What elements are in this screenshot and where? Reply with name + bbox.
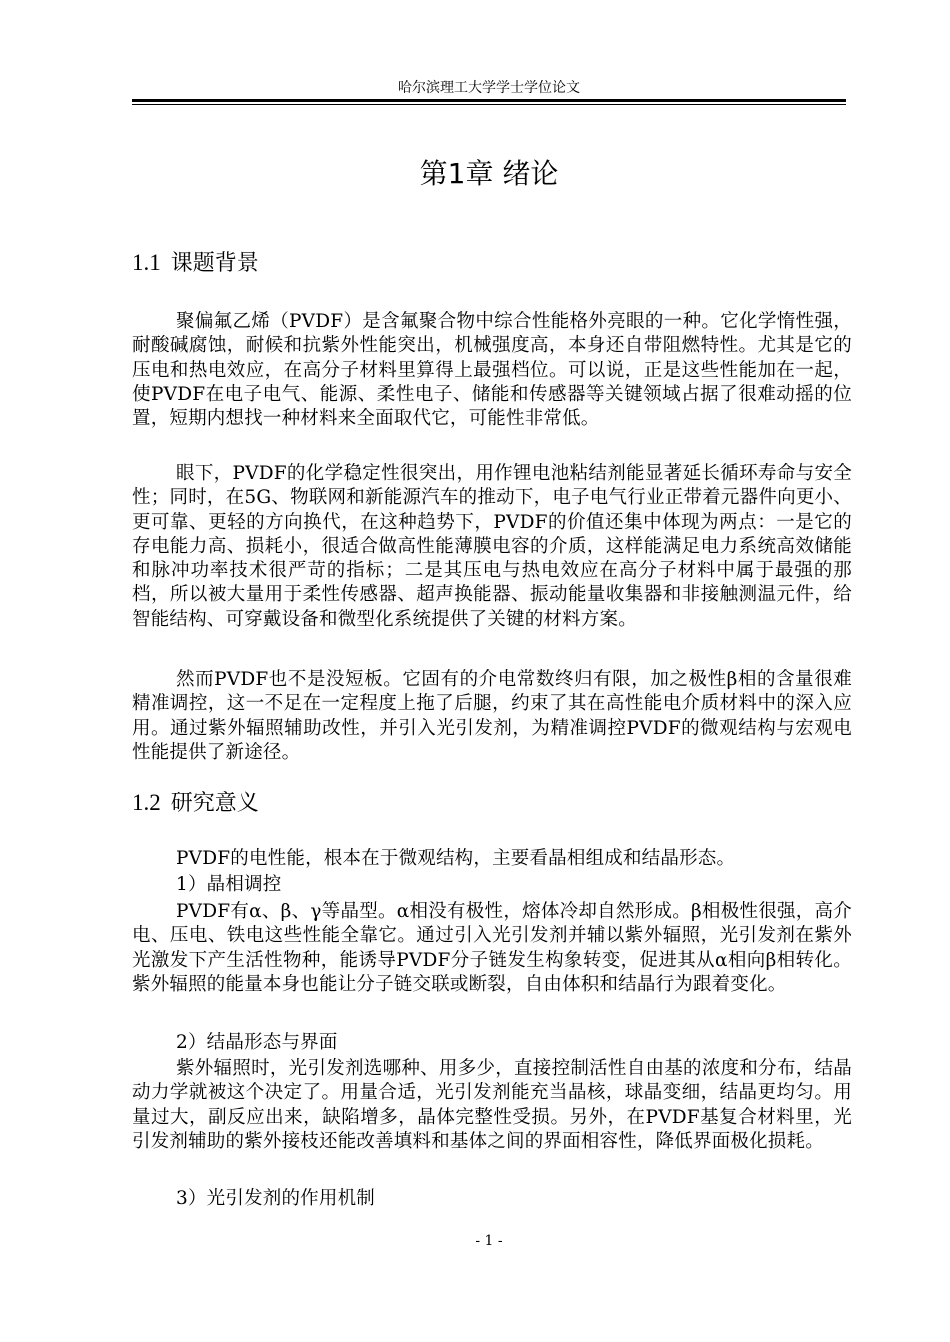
section-heading-1-2 (132, 788, 846, 819)
section-number: 1.1 (132, 250, 161, 275)
header-rule-thin (132, 104, 846, 105)
page-number: - 1 - (475, 1233, 503, 1249)
section-title: 课题背景 (170, 251, 259, 276)
chapter-title: 第1章 绪论 (419, 157, 559, 190)
paragraph: 紫外辐照时，光引发剂选哪种、用多少，直接控制活性自由基的浓度和分布，结晶动力学就被这个决定了。用量合适，光引发剂能充当晶核，球晶变细，结晶更均匀。用量过大，副反应出来，缺陷增多，晶体完整性受损。另外，在PVDF基复合材料里，光引发剂辅助的紫外接枝还能改善填料和基体之间的界面相容性，降低界面极化损耗。 (132, 1058, 852, 1152)
section-heading-1-1 (132, 248, 846, 279)
section-number: 1.2 (132, 790, 161, 815)
paragraph: PVDF的电性能，根本在于微观结构，主要看晶相组成和结晶形态。 (176, 848, 736, 869)
paragraph: 眼下，PVDF的化学稳定性很突出，用作锂电池粘结剂能显著延长循环寿命与安全性；同时，在5G、物联网和新能源汽车的推动下，电子电气行业正带着元器件向更小、更可靠、更轻的方向换代，在这种趋势下，PVDF的价值还集中体现为两点：一是它的存电能力高、损耗小，很适合做高性能薄膜电容的介质，这样能满足电力系统高效储能和脉冲功率技术很严苛的指标；二是其压电与热电效应在高分子材料中属于最强的那档，所以被大量用于柔性传感器、超声换能器、振动能量收集器和非接触测温元件，给智能结构、可穿戴设备和微型化系统提供了关键的材料方案。 (132, 463, 852, 630)
running-header: 哈尔滨理工大学学士学位论文 (398, 80, 580, 96)
paragraph: 聚偏氟乙烯（PVDF）是含氟聚合物中综合性能格外亮眼的一种。它化学惰性强，耐酸碱腐蚀，耐候和抗紫外性能突出，机械强度高，本身还自带阻燃特性。尤其是它的压电和热电效应，在高分子材料里算得上最强档位。可以说，正是这些性能加在一起，使PVDF在电子电气、能源、柔性电子、储能和传感器等关键领域占据了很难动摇的位置，短期内想找一种材料来全面取代它，可能性非常低。 (132, 311, 852, 430)
list-item-heading: 2）结晶形态与界面 (176, 1032, 338, 1053)
list-item-heading: 3）光引发剂的作用机制 (176, 1188, 375, 1209)
paragraph: 然而PVDF也不是没短板。它固有的介电常数终归有限，加之极性β相的含量很难精准调控，这一不足在一定程度上拖了后腿，约束了其在高性能电介质材料中的深入应用。通过紫外辐照辅助改性，并引入光引发剂，为精准调控PVDF的微观结构与宏观电性能提供了新途径。 (132, 669, 852, 763)
list-item-heading: 1）晶相调控 (176, 874, 282, 895)
section-title: 研究意义 (170, 791, 259, 816)
header-rule-thick (132, 99, 846, 102)
paragraph: PVDF有α、β、γ等晶型。α相没有极性，熔体冷却自然形成。β相极性很强，高介电、压电、铁电这些性能全靠它。通过引入光引发剂并辅以紫外辐照，光引发剂在紫外光激发下产生活性物种，能诱导PVDF分子链发生构象转变，促进其从α相向β相转化。紫外辐照的能量本身也能让分子链交联或断裂，自由体积和结晶行为跟着变化。 (132, 901, 852, 995)
